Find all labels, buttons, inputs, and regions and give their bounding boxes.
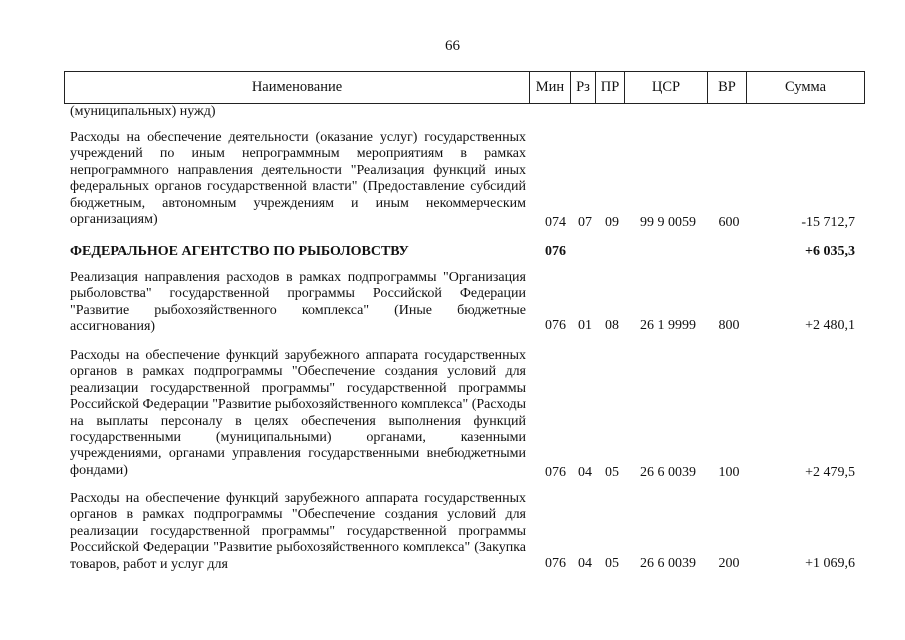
row-csr: 26 6 0039 — [640, 556, 696, 571]
row-description: Реализация направления расходов в рамках подпрограммы "Организация рыболовства" государственной программы Российской Федерации "Развитие рыбохозяйственного комплекса" (Иные бюджетные ассигнования) — [70, 270, 526, 335]
row-csr: 26 1 9999 — [640, 318, 696, 333]
header-pr: ПР — [596, 72, 625, 104]
row-sum: +2 479,5 — [805, 465, 855, 480]
row-sum: +2 480,1 — [805, 318, 855, 333]
header-sum: Сумма — [747, 72, 865, 104]
row-vr: 800 — [718, 318, 740, 333]
row-rz: 04 — [578, 465, 592, 480]
row-pr: 09 — [605, 215, 619, 230]
header-name: Наименование — [65, 72, 530, 104]
row-min: 076 — [545, 556, 566, 571]
row-rz: 01 — [578, 318, 592, 333]
header-rz: Рз — [571, 72, 596, 104]
row-vr: 100 — [718, 465, 740, 480]
row-pr: 08 — [605, 318, 619, 333]
row-pr: 05 — [605, 556, 619, 571]
row-vr: 200 — [718, 556, 740, 571]
agency-heading: ФЕДЕРАЛЬНОЕ АГЕНТСТВО ПО РЫБОЛОВСТВУ — [70, 244, 409, 259]
row-description: Расходы на обеспечение деятельности (оказание услуг) государственных учреждений по иным непрограммным мероприятиям в рамках непрограммного направления деятельности "Реализация функций иных федеральных органов государственной власти" (Предоставление субсидий бюджетным, автономным учреждениям и иным некоммерческим организациям) — [70, 130, 526, 228]
header-csr: ЦСР — [625, 72, 708, 104]
row-vr: 600 — [718, 215, 740, 230]
row-csr: 99 9 0059 — [640, 215, 696, 230]
row-min: 076 — [545, 244, 566, 259]
row-sum: +1 069,6 — [805, 556, 855, 571]
header-vr: ВР — [708, 72, 747, 104]
row-rz: 07 — [578, 215, 592, 230]
page-number: 66 — [445, 38, 460, 54]
row-rz: 04 — [578, 556, 592, 571]
header-min: Мин — [530, 72, 571, 104]
row-description: (муниципальных) нужд) — [70, 104, 216, 119]
row-min: 076 — [545, 318, 566, 333]
row-sum: -15 712,7 — [801, 215, 855, 230]
row-description: Расходы на обеспечение функций зарубежного аппарата государственных органов в рамках подпрограммы "Обеспечение создания условий для реализации государственной программы" государственной программы Российской Федерации "Развитие рыбохозяйственного комплекса" (Закупка товаров, работ и услуг для — [70, 491, 526, 572]
row-sum: +6 035,3 — [805, 244, 855, 259]
row-csr: 26 6 0039 — [640, 465, 696, 480]
row-description: Расходы на обеспечение функций зарубежного аппарата государственных органов в рамках подпрограммы "Обеспечение создания условий для реализации государственной программы" государственной программы Российской Федерации "Развитие рыбохозяйственного комплекса" (Расходы на выплаты персоналу в целях обеспечения выполнения функций государственными (муниципальными) органами, казенными учреждениями, органами управления государственными внебюджетными фондами) — [70, 348, 526, 478]
row-min: 074 — [545, 215, 566, 230]
row-pr: 05 — [605, 465, 619, 480]
row-min: 076 — [545, 465, 566, 480]
